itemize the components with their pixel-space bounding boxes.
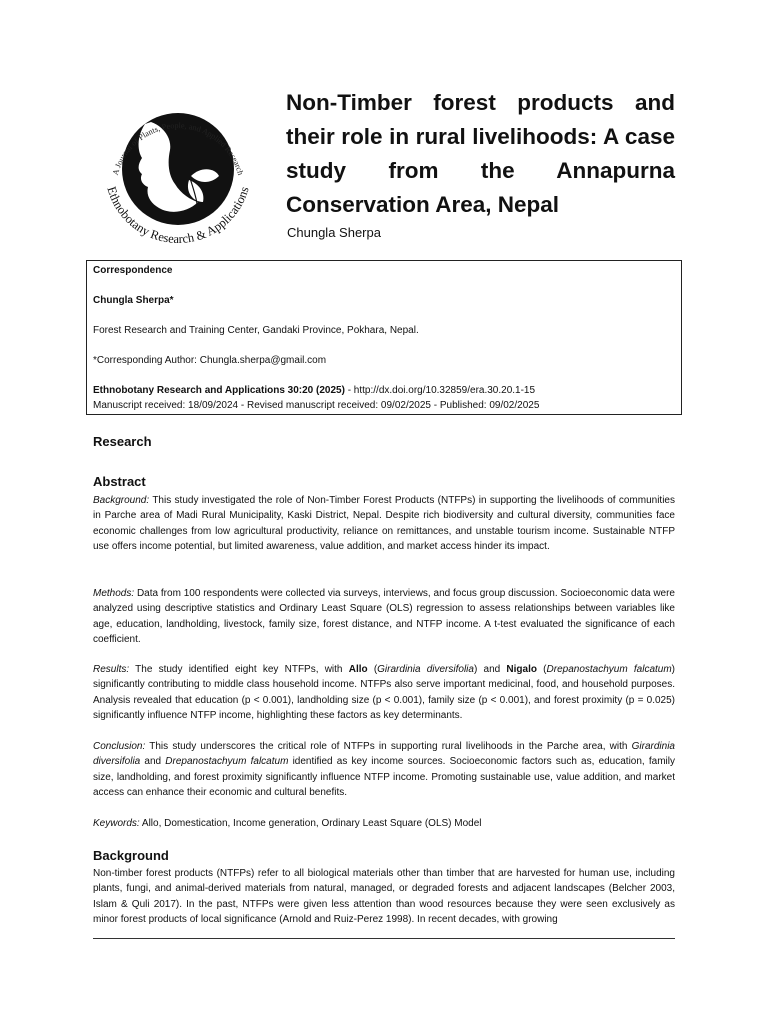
article-title: Non-Timber forest products and their role in rural livelihoods: A case study from the Annapurna Conservation Area, Nepal bbox=[286, 90, 675, 217]
corresponding-email[interactable]: *Corresponding Author: Chungla.sherpa@gmail.com bbox=[93, 355, 327, 366]
citation-doi[interactable]: - http://dx.doi.org/10.32859/era.30.20.1-15 bbox=[344, 385, 536, 396]
logo-ring-text-top: A Journal of Plants, People, and Applied Research bbox=[110, 121, 246, 177]
conclusion-label: Conclusion: bbox=[93, 741, 146, 752]
background-heading: Background bbox=[93, 848, 169, 863]
abstract-heading: Abstract bbox=[93, 474, 146, 489]
species-name: Drepanostachyum falcatum bbox=[546, 664, 672, 675]
methods-label: Methods: bbox=[93, 588, 135, 599]
species-name: Girardinia diversifolia bbox=[377, 664, 474, 675]
author-affiliation: Forest Research and Training Center, Gandaki Province, Pokhara, Nepal. bbox=[93, 325, 419, 336]
keywords-label: Keywords: bbox=[93, 818, 140, 829]
abstract-results: Results: The study identified eight key NTFPs, with Allo (Girardinia diversifolia) and Nigalo (Drepanostachyum falcatum) significantly contributing to middle class household income. NTFPs also serve important medicinal, food, and household purposes. Analysis revealed that education (p < 0.001), landholding size (p < 0.001), family size (p < 0.001), and forest proximity (p = 0.025) significantly influence NTFP income, highlighting these factors as key determinants. bbox=[93, 664, 676, 722]
keywords-text: Allo, Domestication, Income generation, Ordinary Least Square (OLS) Model bbox=[139, 818, 482, 829]
methods-text: Data from 100 respondents were collected via surveys, interviews, and focus group discussion. Socioeconomic data were analyzed using descriptive statistics and Ordinary Least Square (OLS) regression to assess relationships between variables like age, education, landholding, livestock, family size, forest distance, and NTFP income. A t-test evaluated the significance of each coefficient. bbox=[93, 588, 675, 646]
correspondence-author: Chungla Sherpa* bbox=[93, 295, 174, 306]
journal-logo bbox=[93, 84, 263, 254]
article-author: Chungla Sherpa bbox=[287, 225, 381, 240]
species-name: Girardinia diversifolia bbox=[93, 741, 675, 768]
species-name: Drepanostachyum falcatum bbox=[165, 756, 289, 768]
background-label: Background: bbox=[93, 495, 150, 506]
abstract-background bbox=[93, 493, 675, 555]
abstract-keywords bbox=[93, 816, 675, 831]
manuscript-dates: Manuscript received: 18/09/2024 - Revised manuscript received: 09/02/2025 - Published: 09/02/2025 bbox=[93, 400, 540, 411]
results-label: Results: bbox=[93, 664, 130, 675]
abstract-methods bbox=[93, 586, 675, 648]
correspondence-box bbox=[86, 260, 682, 415]
correspondence-heading: Correspondence bbox=[93, 265, 173, 276]
footer-rule bbox=[93, 938, 675, 939]
ntfp-nigalo: Nigalo bbox=[506, 664, 537, 675]
section-type: Research bbox=[93, 434, 152, 449]
ntfp-allo: Allo bbox=[348, 664, 368, 675]
citation-journal: Ethnobotany Research and Applications 30:20 (2025) bbox=[93, 385, 345, 396]
background-text: This study investigated the role of Non-Timber Forest Products (NTFPs) in supporting the livelihoods of communities in Parche area of Madi Rural Municipality, Kaski District, Nepal. Despite rich biodiversity and cultural diversity, communities face economic challenges from low agricultural productivity, reliance on remittances, and unstable tourism income. Sustainable NTFP use offers income potential, but limited awareness, value addition, and market access hinder its impact. bbox=[93, 495, 675, 553]
logo-ring-text-bottom: Ethnobotany Research & Applications bbox=[104, 184, 252, 247]
background-paragraph: Non-timber forest products (NTFPs) refer to all biological materials other than timber that are harvested for human use, including plants, fungi, and animal-derived materials from natural, managed, or degraded forests and adjacent landscapes (Belcher 2003, Islam & Quli 2017). In the past, NTFPs were given less attention than wood resources because they were seen exclusively as minor forest products of local significance (Arnold and Ruiz-Perez 1998). In recent decades, with growing bbox=[93, 868, 675, 926]
citation-line bbox=[93, 383, 675, 398]
abstract-conclusion: Conclusion: This study underscores the critical role of NTFPs in supporting rural livelihoods in the Parche area, with Girardinia diversifolia and Drepanostachyum falcatum identified as key income sources. Socioeconomic factors such as, education, family size, landholding, and forest proximity significantly influence NTFP income. Promoting sustainable use, value addition, and market access can enhance their economic and cultural benefits. bbox=[93, 741, 675, 799]
